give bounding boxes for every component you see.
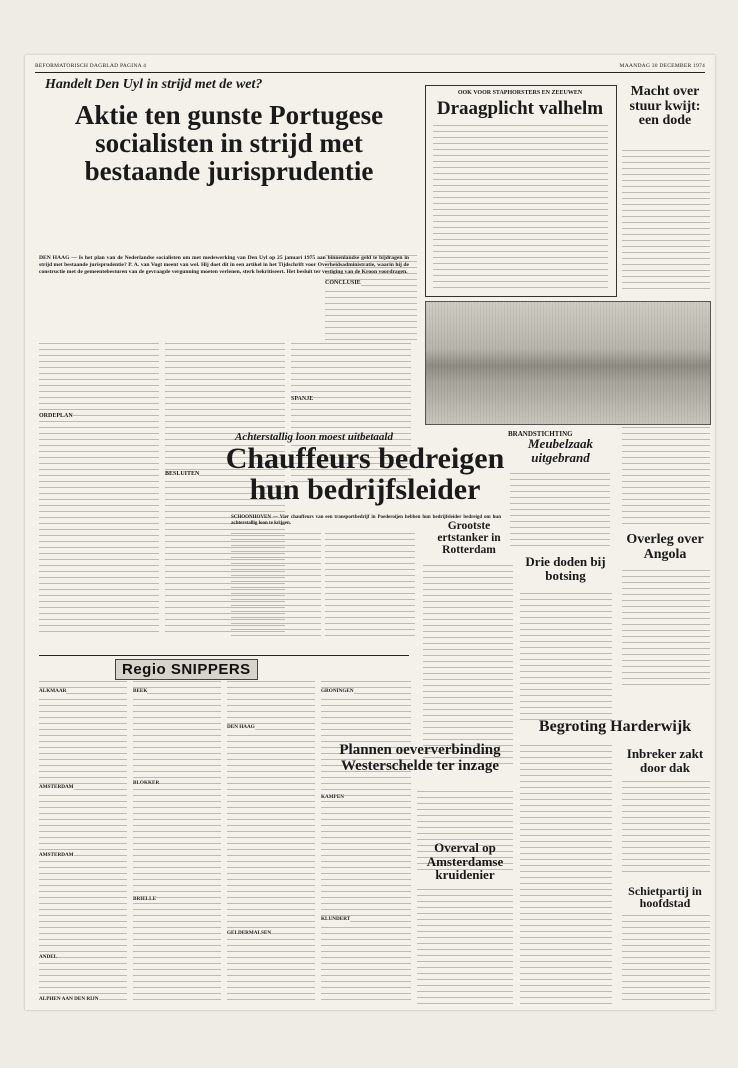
snipper-item-amsterdam-2: AMSTERDAM	[39, 852, 74, 858]
snippers-col-4	[321, 681, 411, 1001]
subhead-spanje: SPANJE	[291, 396, 314, 402]
chauffeurs-headline: Chauffeurs bedreigen hun bedrijfsleider	[225, 442, 505, 507]
masthead-rule	[35, 72, 705, 73]
chauffeurs-lead: SCHOONHOVEN — Vier chauffeurs van een transportbedrijf in Poederoijen hebben hun bedrijfsleider bedreigd om hun achterstallig loon te krijgen.	[231, 515, 501, 527]
brand-body	[510, 473, 610, 548]
news-photo	[425, 301, 711, 425]
brand-headline: BRANDSTICHTING	[508, 430, 573, 438]
subhead-ordeplan: ORDEPLAN	[39, 413, 73, 419]
snipper-item-blokker: BLOKKER	[133, 780, 160, 786]
westerschelde-headline: Plannen oeververbinding Westerschelde ter inzage	[339, 742, 501, 774]
snipper-item-beek: BEEK	[133, 688, 148, 694]
main-column-4	[325, 255, 417, 345]
schietpartij-headline: Schietpartij in hoofdstad	[628, 884, 702, 911]
newspaper-page	[25, 55, 715, 1010]
staphorst-body	[433, 125, 608, 290]
snipper-item-alphen: ALPHEN AAN DEN RIJN	[39, 996, 99, 1002]
snippers-col-2	[133, 681, 221, 1001]
snipper-item-den-haag: DEN HAAG	[227, 724, 255, 730]
snippers-rule	[39, 655, 409, 656]
angola-body	[622, 570, 710, 690]
masthead-date: MAANDAG 30 DECEMBER 1974	[619, 63, 705, 69]
photo-side-text	[622, 427, 710, 527]
staphorst-kicker: OOK VOOR STAPHORSTERS EN ZEEUWEN	[457, 90, 583, 96]
main-kicker: Handelt Den Uyl in strijd met de wet?	[45, 77, 263, 92]
subhead-conclusie: CONCLUSIE	[325, 280, 361, 286]
chauffeurs-col-2	[325, 533, 415, 641]
rotterdam-headline: Grootste ertstanker in Rotterdam	[437, 520, 501, 556]
main-column-1	[39, 343, 159, 633]
brand-sub: Meubelzaak uitgebrand	[528, 436, 593, 465]
regio-snippers-banner: Regio SNIPPERS	[115, 659, 258, 680]
rotterdam-body	[423, 565, 513, 765]
angola-headline: Overleg over Angola	[626, 532, 704, 562]
snipper-item-kampen: KAMPEN	[321, 794, 345, 800]
chauffeurs-col-1	[231, 533, 321, 641]
snipper-item-geldermalsen: GELDERMALSEN	[227, 930, 272, 936]
snipper-item-brielle: BRIELLE	[133, 896, 157, 902]
snipper-item-andel: ANDEL	[39, 954, 58, 960]
drie-doden-headline: Drie doden bij botsing	[525, 554, 606, 583]
macht-body	[622, 150, 710, 290]
snipper-item-alkmaar: ALKMAAR	[39, 688, 67, 694]
macht-headline: Macht over stuur kwijt: een dode	[629, 84, 701, 129]
snipper-item-klundert: KLUNDERT	[321, 916, 351, 922]
harderwijk-body	[520, 745, 612, 1005]
subhead-besluiten: BESLUITEN	[165, 471, 200, 477]
kruidenier-headline: Overval op Amsterdamse kruidenier	[426, 840, 504, 883]
snipper-item-amsterdam-1: AMSTERDAM	[39, 784, 74, 790]
kruidenier-body	[417, 889, 513, 1004]
snipper-item-groningen: GRONINGEN	[321, 688, 354, 694]
main-lead: DEN HAAG — Is het plan van de Nederlandse socialisten om met medewerking van Den Uyl op 25 januari 1975 aan binnenlandse geld te bijdragen in strijd met bestaande jurisprudentie? P. A. van Vugt meent van wel. Hij doet dit in een artikel in het Tijdschrift voor Overheidsadministratie, waarin hij de constructie met de gemeentebesturen van de gevraagde vergunning moeten verlenen, sterk bekritiseert. Het besluit ter vestiging van de Kroon voordragen.	[39, 255, 409, 275]
inbreker-headline: Inbreker zakt door dak	[626, 746, 704, 775]
harderwijk-headline: Begroting Harderwijk	[538, 718, 692, 735]
chauffeurs-kicker: Achterstallig loon moest uitbetaald	[235, 431, 393, 443]
staphorst-headline: Draagplicht valhelm	[436, 98, 604, 119]
schietpartij-body	[622, 915, 710, 1005]
snippers-col-1	[39, 681, 127, 1001]
drie-doden-body	[520, 593, 612, 723]
inbreker-body	[622, 781, 710, 876]
masthead-paper: REFORMATORISCH DAGBLAD PAGINA 4	[35, 63, 147, 69]
main-headline: Aktie ten gunste Portugese socialisten in strijd met bestaande jurisprudentie	[74, 100, 384, 187]
